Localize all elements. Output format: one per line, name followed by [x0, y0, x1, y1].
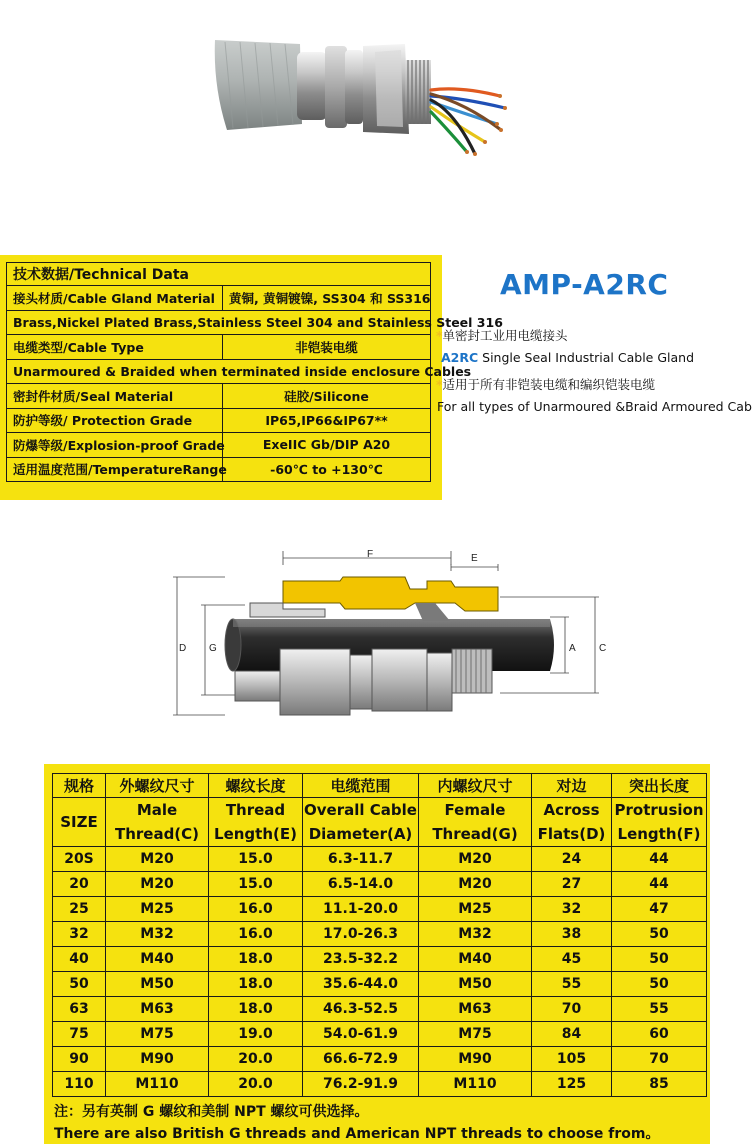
table-row: [53, 1047, 707, 1072]
table-cell: M25: [106, 897, 209, 922]
table-cell: 44: [612, 847, 707, 872]
table-cell: 60: [612, 1022, 707, 1047]
table-cell: M63: [106, 997, 209, 1022]
table-row: [53, 847, 707, 872]
tech-label-temperature: 适用温度范围/TemperatureRange: [7, 457, 223, 482]
table-cell: 90: [53, 1047, 106, 1072]
table-cell: 16.0: [209, 922, 303, 947]
table-cell: 46.3-52.5: [303, 997, 419, 1022]
desc-en-2: For all types of Unarmoured &Braid Armoured Cab: [437, 399, 752, 414]
table-row: [53, 1072, 707, 1097]
tech-label-seal: 密封件材质/Seal Material: [7, 384, 223, 409]
spec-header-en: Thread(G): [419, 822, 532, 847]
spec-panel: [44, 764, 710, 1144]
table-cell: 50: [612, 922, 707, 947]
table-cell: 105: [532, 1047, 612, 1072]
tech-label-explosion: 防爆等级/Explosion-proof Grade: [7, 433, 223, 458]
tech-value-temperature: -60℃ to +130℃: [223, 457, 431, 482]
table-row: [53, 1022, 707, 1047]
spec-header-cn: 电缆范围: [303, 774, 419, 798]
spec-header-en: Length(F): [612, 822, 707, 847]
table-cell: 20.0: [209, 1072, 303, 1097]
table-cell: M20: [419, 847, 532, 872]
tech-value-explosion: ExeIIC Gb/DIP A20: [223, 433, 431, 458]
spec-header-cn: 规格: [53, 774, 106, 798]
desc-en-1-line: [441, 350, 694, 365]
spec-header-en: Flats(D): [532, 822, 612, 847]
table-cell: M32: [106, 922, 209, 947]
dimension-diagram: [165, 545, 615, 725]
note-cn: 注：另有英制 G 螺纹和美制 NPT 螺纹可供选择。: [54, 1104, 369, 1120]
spec-header-cn: 内螺纹尺寸: [419, 774, 532, 798]
table-cell: M20: [106, 872, 209, 897]
table-cell: 27: [532, 872, 612, 897]
table-cell: M25: [419, 897, 532, 922]
table-cell: 70: [612, 1047, 707, 1072]
table-row: [53, 947, 707, 972]
spec-header-cn: 对边: [532, 774, 612, 798]
spec-header-en-row: [53, 798, 707, 823]
dim-label-d: D: [179, 643, 187, 654]
table-cell: 17.0-26.3: [303, 922, 419, 947]
table-cell: 75: [53, 1022, 106, 1047]
table-cell: 16.0: [209, 897, 303, 922]
table-cell: 54.0-61.9: [303, 1022, 419, 1047]
spec-header-en: Protrusion: [612, 798, 707, 823]
spec-header-cn-row: [53, 774, 707, 798]
table-cell: 76.2-91.9: [303, 1072, 419, 1097]
table-cell: 66.6-72.9: [303, 1047, 419, 1072]
table-row: [53, 897, 707, 922]
table-cell: M110: [106, 1072, 209, 1097]
table-cell: 35.6-44.0: [303, 972, 419, 997]
table-cell: 32: [53, 922, 106, 947]
dim-label-e: E: [471, 553, 478, 564]
table-cell: 6.3-11.7: [303, 847, 419, 872]
table-cell: 25: [53, 897, 106, 922]
tech-label-material: 接头材质/Cable Gland Material: [7, 286, 223, 311]
spec-header-cn: 螺纹长度: [209, 774, 303, 798]
tech-cable-type-detail: Unarmoured & Braided when terminated inside enclosure Cables: [7, 359, 431, 384]
spec-header-en: Diameter(A): [303, 822, 419, 847]
desc-cn-2: 适用于所有非铠装电缆和编织铠装电缆: [442, 377, 656, 392]
table-cell: M20: [106, 847, 209, 872]
table-cell: 110: [53, 1072, 106, 1097]
desc-model-inline: A2RC: [441, 350, 479, 365]
spec-table: [52, 773, 707, 1097]
table-cell: M40: [419, 947, 532, 972]
spec-header-en-row-2: [53, 822, 707, 847]
dim-label-c: C: [599, 643, 607, 654]
tech-value-protection: IP65,IP66&IP67**: [223, 408, 431, 433]
table-cell: M32: [419, 922, 532, 947]
table-cell: 125: [532, 1072, 612, 1097]
table-cell: 45: [532, 947, 612, 972]
note-en: There are also British G threads and American NPT threads to choose from。: [54, 1126, 660, 1142]
spec-header-en: Across: [532, 798, 612, 823]
table-cell: 20S: [53, 847, 106, 872]
spec-header-en: Length(E): [209, 822, 303, 847]
table-cell: 24: [532, 847, 612, 872]
table-cell: M75: [106, 1022, 209, 1047]
table-cell: 20: [53, 872, 106, 897]
table-cell: 63: [53, 997, 106, 1022]
desc-cn-2-line: [436, 375, 655, 393]
table-cell: 15.0: [209, 847, 303, 872]
table-cell: 6.5-14.0: [303, 872, 419, 897]
spec-header-cn: 外螺纹尺寸: [106, 774, 209, 798]
desc-cn-1: 单密封工业用电缆接头: [442, 328, 568, 343]
dim-label-f: F: [367, 549, 374, 560]
table-cell: M110: [419, 1072, 532, 1097]
table-cell: 19.0: [209, 1022, 303, 1047]
product-photo: [205, 12, 535, 172]
table-cell: M63: [419, 997, 532, 1022]
spec-header-size: SIZE: [53, 798, 106, 847]
desc-en-1: Single Seal Industrial Cable Gland: [478, 350, 695, 365]
tech-value-seal: 硅胶/Silicone: [223, 384, 431, 409]
desc-en-2-line: [437, 399, 752, 414]
table-cell: M90: [106, 1047, 209, 1072]
table-cell: M90: [419, 1047, 532, 1072]
table-cell: 85: [612, 1072, 707, 1097]
spec-header-cn: 突出长度: [612, 774, 707, 798]
table-row: [53, 922, 707, 947]
spec-header-en: Thread: [209, 798, 303, 823]
spec-header-en: Overall Cable: [303, 798, 419, 823]
table-cell: 20.0: [209, 1047, 303, 1072]
model-title: AMP-A2RC: [500, 268, 669, 301]
table-row: [53, 872, 707, 897]
table-cell: 70: [532, 997, 612, 1022]
technical-data-header: 技术数据/Technical Data: [7, 263, 431, 286]
table-row: [53, 997, 707, 1022]
dim-label-g: G: [209, 643, 217, 654]
table-cell: 15.0: [209, 872, 303, 897]
tech-value-material: 黄铜, 黄铜镀镍, SS304 和 SS316: [223, 286, 431, 311]
star-bullet: *: [436, 328, 443, 343]
table-cell: 44: [612, 872, 707, 897]
table-cell: 55: [532, 972, 612, 997]
table-cell: M50: [419, 972, 532, 997]
tech-material-detail: Brass,Nickel Plated Brass,Stainless Steel 304 and Stainless Steel 316: [7, 310, 431, 335]
table-cell: 23.5-32.2: [303, 947, 419, 972]
table-cell: 18.0: [209, 972, 303, 997]
tech-value-cable-type: 非铠装电缆: [223, 335, 431, 360]
tech-label-cable-type: 电缆类型/Cable Type: [7, 335, 223, 360]
spec-header-en: Male: [106, 798, 209, 823]
table-cell: M50: [106, 972, 209, 997]
table-cell: 18.0: [209, 997, 303, 1022]
table-row: [53, 972, 707, 997]
table-cell: 32: [532, 897, 612, 922]
table-cell: 50: [53, 972, 106, 997]
table-cell: 84: [532, 1022, 612, 1047]
table-cell: 50: [612, 972, 707, 997]
dim-label-a: A: [569, 643, 576, 654]
spec-header-en: Thread(C): [106, 822, 209, 847]
star-bullet: *: [436, 377, 443, 392]
tech-label-protection: 防护等级/ Protection Grade: [7, 408, 223, 433]
table-cell: 40: [53, 947, 106, 972]
table-cell: 55: [612, 997, 707, 1022]
table-cell: M75: [419, 1022, 532, 1047]
table-cell: M40: [106, 947, 209, 972]
table-cell: 47: [612, 897, 707, 922]
table-cell: 50: [612, 947, 707, 972]
spec-header-en: Female: [419, 798, 532, 823]
table-cell: 38: [532, 922, 612, 947]
desc-cn-1-line: [436, 326, 568, 344]
table-cell: 11.1-20.0: [303, 897, 419, 922]
table-cell: M20: [419, 872, 532, 897]
table-cell: 18.0: [209, 947, 303, 972]
